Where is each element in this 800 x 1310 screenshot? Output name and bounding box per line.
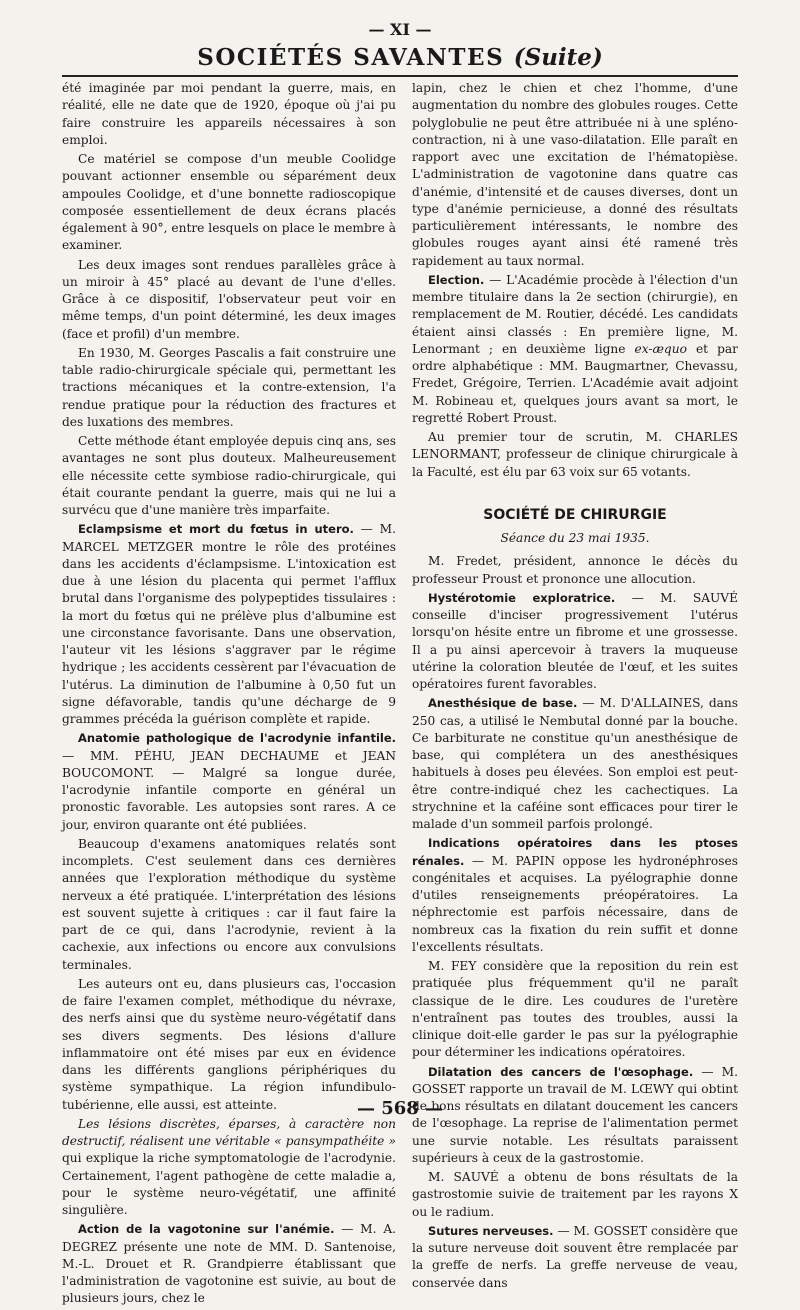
article-text: — L'Académie procède à l'élection d'un membre titulaire dans la 2e section (chirurgie), en remplacement de M. Routier, décédé. Les candidats étaient ainsi classés : En première ligne, M. Lenormant ; en deuxième ligne bbox=[412, 272, 738, 356]
article-text: — M. D'ALLAINES, dans 250 cas, a utilisé le Nembutal donné par la bouche. Ce barbiturate ne constitue qu'un anesthésique de base, qui complétera un des anesthésiques habituels à doses peu élevées. Son emploi est peut-être contre-indiqué chez les cachectiques. La strychnine et la caféine sont efficaces pour tirer le malade d'un sommeil parfois prolongé. bbox=[412, 696, 738, 831]
header-rule bbox=[62, 75, 738, 77]
paragraph: Les deux images sont rendues parallèles grâce à un miroir à 45° placé au devant de l'une d'elles. Grâce à ce dispositif, l'observateur peut voir en même temps, d'un point déterminé, les deux images (face et profil) d'un membre. bbox=[62, 257, 396, 341]
article-title: Sutures nerveuses. bbox=[428, 1223, 554, 1238]
paragraph bbox=[62, 1116, 396, 1220]
article-vagotonine bbox=[62, 1221, 396, 1307]
paragraph: Les auteurs ont eu, dans plusieurs cas, l'occasion de faire l'examen complet, méthodique du névraxe, des nerfs ainsi que du système neuro-végétatif dans ses divers segments. Des lésions d'allure inflammatoire ont été mises par eux en évidence dans les différents ganglions périphériques du système sympathique. La région infundibulo-tubérienne, elle aussi, est atteinte. bbox=[62, 976, 396, 1112]
article-text: — M. MARCEL METZGER montre le rôle des protéines dans les accidents d'éclampsisme. L'intoxication est due à une lésion du placenta qui permet l'afflux brutal dans l'organisme des polypeptides tissulaires : la mort du fœtus qui ne prélève plus d'albumine est une circonstance favorisante. Dans une observation, l'auteur vit les lésions s'aggraver par le régime hydrique ; les accidents cessèrent par l'évacuation de l'utérus. La diminution de l'albumine à 0,50 fut un signe défavorable, tandis qu'une décharge de 9 grammes précéda la guérison complète et rapide. bbox=[62, 522, 396, 726]
article-text: — M. PAPIN oppose les hydronéphroses congénitales et acquises. La pyélographie donne d'utiles renseignements préopératoires. La néphrectomie est parfois nécessaire, dans de nombreux cas la fixation du rein suffit et donne l'excellents résultats. bbox=[412, 853, 738, 954]
italic-text: Les lésions discrètes, éparses, à caractère non destructif, réalisent une véritable « pansympathéite » bbox=[62, 1116, 396, 1148]
article-ptoses bbox=[412, 835, 738, 956]
article-text: et par ordre alphabétique : MM. Baugmartner, Chevassu, Fredet, Grégoire, Terrien. L'Académie avait adjoint M. Robineau et, quelques jours avant sa mort, le regretté Robert Proust. bbox=[412, 341, 738, 425]
article-title: Indications opératoires dans les ptoses rénales. bbox=[412, 836, 738, 868]
article-text: — M. SAUVÉ conseille d'inciser progressivement l'utérus lorsqu'on hésite entre un fibrome et une grossesse. Il a pu ainsi apercevoir à travers la muqueuse utérine la coloration bleutée de l'œuf, et les suites opératoires furent favorables. bbox=[412, 590, 738, 691]
article-title: Action de la vagotonine sur l'anémie. bbox=[78, 1222, 335, 1237]
article-title: Anatomie pathologique de l'acrodynie infantile. bbox=[78, 731, 396, 746]
paragraph: lapin, chez le chien et chez l'homme, d'une augmentation du nombre des globules rouges. Cette polyglobulie ne peut être attribuée ni à une spléno-contraction, ni à une vaso-dilatation. Elle paraît en rapport avec une excitation de l'hématopièse. L'administration de vagotonine dans quatre cas d'anémie, d'intensité et de causes diverses, dont un type d'anémie pernicieuse, a donné des résultats particulièrement intéressants, le nombre des globules rouges ayant ainsi été ramené très rapidement au taux normal. bbox=[412, 81, 738, 268]
article-eclampsisme bbox=[62, 521, 396, 728]
article-hysterotomie bbox=[412, 590, 738, 694]
article-title: Dilatation des cancers de l'œsophage. bbox=[428, 1064, 694, 1079]
paragraph: Au premier tour de scrutin, M. CHARLES LENORMANT, professeur de clinique chirurgicale à la Faculté, est élu par 63 voix sur 65 votants. bbox=[412, 430, 738, 479]
header-suite: (Suite) bbox=[513, 44, 603, 71]
paragraph: Cette méthode étant employée depuis cinq ans, ses avantages ne sont plus douteux. Malheureusement elle nécessite cette symbiose radio-chirurgicale, qui était courante pendant la guerre, mais qui ne lui a survécu que d'une manière très imparfaite. bbox=[62, 434, 396, 517]
paragraph: été imaginée par moi pendant la guerre, mais, en réalité, elle ne date que de 1920, époque où j'ai pu faire construire les appareils nécessaires à son emploi. bbox=[62, 81, 396, 147]
article-election bbox=[412, 272, 738, 427]
session-date: Séance du 23 mai 1935. bbox=[500, 531, 650, 545]
article-text: — M. GOSSET considère que la suture nerveuse doit souvent être remplacée par la greffe de nerfs. La greffe nerveuse de veau, conservée dans bbox=[412, 1223, 738, 1290]
article-text: — MM. PÉHU, JEAN DECHAUME et JEAN BOUCOMONT. — Malgré sa longue durée, l'acrodynie infantile comporte en général un pronostic favorable. Les autopsies sont rares. A ce jour, environ quarante ont été publiées. bbox=[62, 748, 396, 832]
article-sutures bbox=[412, 1223, 738, 1292]
paragraph: M. FEY considère que la reposition du rein est pratiquée plus fréquemment qu'il ne paraît classique de le dire. Les coudures de l'uretère n'entraînent pas toutes des troubles, aussi la clinique doit-elle garder le pas sur la pyélographie pour déterminer les indications opératoires. bbox=[412, 959, 738, 1060]
article-title: Election. bbox=[428, 272, 485, 287]
article-acrodynie bbox=[62, 730, 396, 834]
page-number: — 568 — bbox=[356, 1098, 444, 1119]
paragraph-text: qui explique la riche symptomatologie de l'acrodynie. Certainement, l'agent pathogène de cette maladie a, pour le système neuro-végétatif, une affinité singulière. bbox=[62, 1151, 396, 1217]
paragraph: Ce matériel se compose d'un meuble Coolidge pouvant actionner ensemble ou séparément deux ampoules Coolidge, et d'une bonnette radioscopique composée essentiellement de deux écrans placés également à 90°, entre lesquels on place le membre à examiner. bbox=[62, 152, 396, 253]
paragraph: Beaucoup d'examens anatomiques relatés sont incomplets. C'est seulement dans ces dernières années que l'exploration méthodique du système nerveux a été pratiquée. L'interprétation des lésions est souvent sujette à critiques : car il faut faire la part de ce qui, dans l'acrodynie, revient à la cachexie, aux infections ou encore aux convulsions terminales. bbox=[62, 836, 396, 972]
article-anesthesique bbox=[412, 695, 738, 833]
header-title: SOCIÉTÉS SAVANTES bbox=[197, 44, 505, 71]
paragraph: M. Fredet, président, annonce le décès du professeur Proust et prononce une allocution. bbox=[412, 554, 738, 586]
left-column bbox=[62, 80, 396, 1310]
paragraph: En 1930, M. Georges Pascalis a fait construire une table radio-chirurgicale spéciale qui, permettant les tractions mécaniques et la contre-extension, l'a rendue pratique pour la réduction des fractures et des luxations des membres. bbox=[62, 345, 396, 429]
paragraph: M. SAUVÉ a obtenu de bons résultats de la gastrostomie suivie de traitement par les rayons X ou le radium. bbox=[412, 1170, 738, 1219]
article-text: — M. A. DEGREZ présente une note de MM. D. Santenoise, M.-L. Drouet et R. Grandpierre établissant que l'administration de vagotonine est suivie, au bout de plusieurs jours, chez le bbox=[62, 1222, 396, 1306]
article-title: Eclampsisme et mort du fœtus in utero. bbox=[78, 522, 354, 537]
article-text: — M. GOSSET rapporte un travail de M. LŒWY qui obtint de bons résultats en dilatant doucement les cancers de l'œsophage. La reprise de l'alimentation permet une survie notable. Les résultats paraissent supérieurs à ceux de la gastrostomie. bbox=[412, 1064, 738, 1165]
article-title: Anesthésique de base. bbox=[428, 696, 578, 711]
italic-text: ex-æquo bbox=[634, 341, 687, 356]
article-title: Hystérotomie exploratrice. bbox=[428, 590, 616, 605]
page-header bbox=[0, 44, 800, 71]
society-title: SOCIÉTÉ DE CHIRURGIE bbox=[483, 506, 667, 523]
roman-page-number: — XI — bbox=[368, 20, 432, 39]
